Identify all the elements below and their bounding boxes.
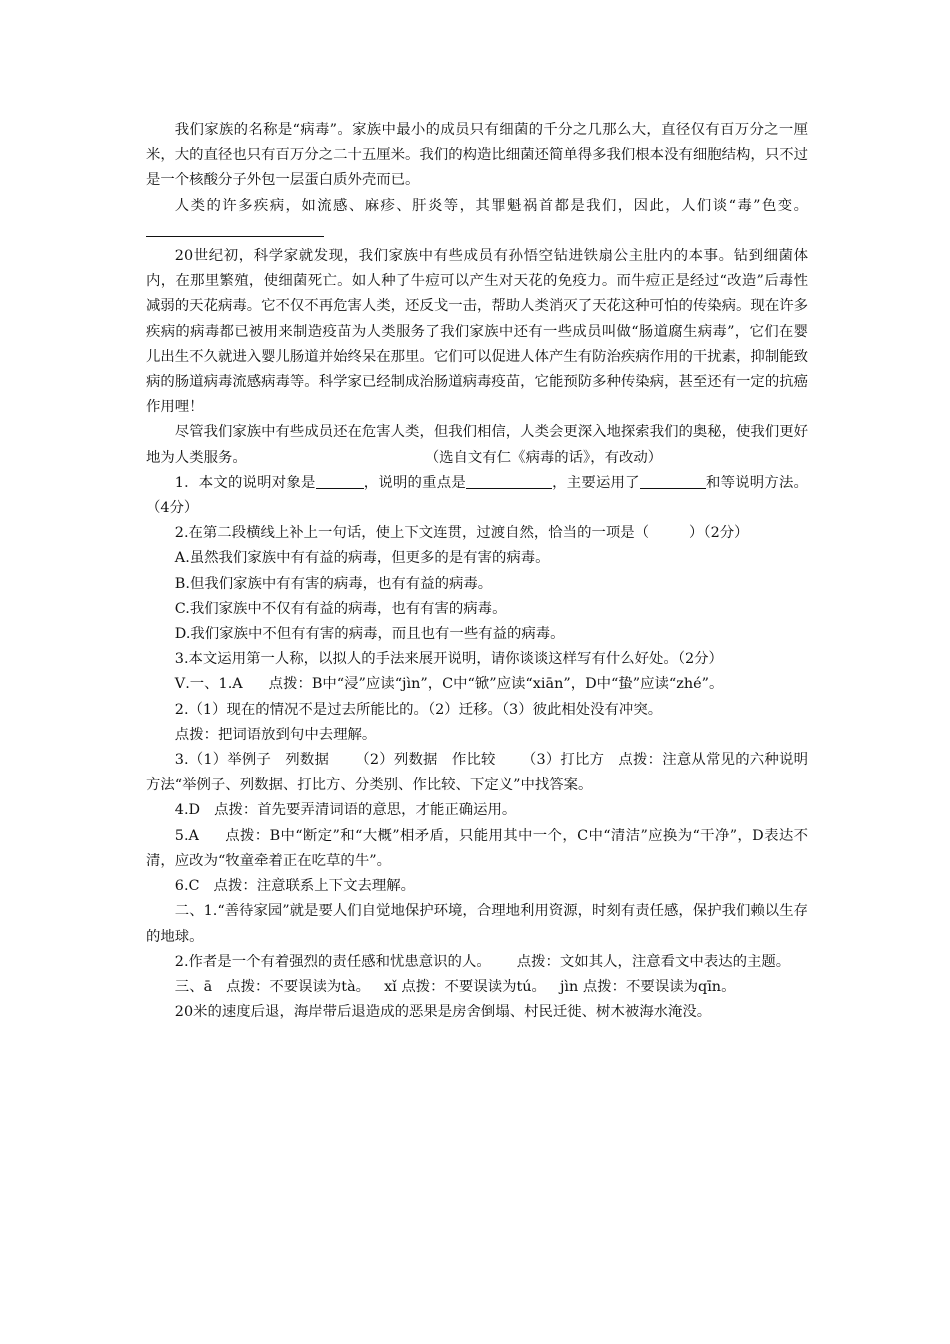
question-1 bbox=[146, 471, 808, 521]
answer-text: 3.（1）举例子 bbox=[174, 752, 272, 769]
answer-note: 点拨：B中“断定”和“大概”相矛盾，只能用其中一个，C中“清洁”应换为“干净”，D表达不清，应改为“牧童牵着正在吃草的牛”。 bbox=[146, 827, 808, 869]
answer-note: 点拨：不要误读为qīn。 bbox=[582, 978, 736, 995]
answer-note: 点拨：文如其人，注意看文中表达的主题。 bbox=[516, 953, 791, 970]
question-2 bbox=[146, 521, 808, 546]
answer-text: 2.作者是一个有着强烈的责任感和忧患意识的人。 bbox=[174, 953, 491, 970]
answer-text: 2.（1）现在的情况不是过去所能比的。（2）迁移。（3）彼此相处没有冲突。 bbox=[174, 701, 663, 718]
answer-note: 点拨：首先要弄清词语的意思，才能正确运用。 bbox=[214, 802, 517, 819]
answer-note: 点拨：B中“浸”应读“jìn”，C中“锨”应读“xiān”，D中“蛰”应读“zhé”。 bbox=[268, 676, 724, 693]
answer-4 bbox=[146, 798, 808, 823]
answer-text: 4.D bbox=[174, 802, 201, 819]
answer-3 bbox=[146, 748, 808, 798]
question-text: 2.在第二段横线上补上一句话，使上下文连贯，过渡自然，恰当的一项是（ bbox=[174, 525, 650, 542]
question-2-option-b bbox=[146, 572, 808, 597]
answer-blank[interactable] bbox=[316, 474, 364, 489]
passage-paragraph-3 bbox=[146, 244, 808, 420]
question-text: 3.本文运用第一人称，以拟人的手法来展开说明，请你谈谈这样写有什么好处。（2分） bbox=[174, 651, 723, 668]
answer-text: 作比较 bbox=[451, 752, 496, 769]
question-2-option-a bbox=[146, 546, 808, 571]
answer-text: （2）列数据 bbox=[355, 752, 438, 769]
answer-note: 点拨：不要误读为tú。 bbox=[401, 978, 546, 995]
answer-text: jìn bbox=[559, 978, 579, 995]
question-text: 和 bbox=[705, 474, 721, 491]
passage-text: 20世纪初，科学家就发现，我们家族中有些成员有孙悟空钻进铁扇公主肚内的本事。钻到细菌体内，在那里繁殖，使细菌死亡。如人种了牛痘可以产生对天花的免疫力。而牛痘正是经过“改造”后毒性减弱的天花病毒。它不仅不再危害人类，还反戈一击，帮助人类消灭了天花这种可怕的传染病。现在许多疾病的病毒都已被用来制造疫苗为人类服务了我们家族中还有一些成员叫做“肠道腐生病毒”，它们在婴儿出生不久就进入婴儿肠道并始终呆在那里。它们可以促进人体产生有防治疾病作用的干扰素，抑制能致病的肠道病毒流感病毒等。科学家已经制成治肠道病毒疫苗，它能预防多种传染病，甚至还有一定的抗癌作用哩！ bbox=[146, 248, 808, 416]
question-text: ，说明的重点是 bbox=[363, 474, 466, 491]
answer-5 bbox=[146, 824, 808, 874]
answer-2 bbox=[146, 698, 808, 723]
answer-section-2-2 bbox=[146, 950, 808, 975]
answer-1 bbox=[146, 672, 808, 697]
answer-section-4 bbox=[146, 1000, 808, 1025]
answer-section-2-1 bbox=[146, 899, 808, 949]
question-text: 1．本文的说明对象是 bbox=[174, 474, 316, 491]
answer-text: 二、1.“善待家园”就是要人们自觉地保护环境，合理地利用资源，时刻有责任感，保护我们赖以生存的地球。 bbox=[146, 903, 808, 945]
answer-text: xǐ bbox=[384, 978, 397, 995]
question-text: ，主要运用了 bbox=[551, 474, 640, 491]
option-text: B.但我们家族中有有害的病毒，也有有益的病毒。 bbox=[174, 575, 493, 592]
passage-paragraph-1 bbox=[146, 118, 808, 194]
answer-blank[interactable] bbox=[640, 474, 706, 489]
answer-section-3 bbox=[146, 975, 808, 1000]
question-2-option-d bbox=[146, 622, 808, 647]
answer-text: Ⅴ.一、1.A bbox=[174, 676, 243, 693]
answer-6 bbox=[146, 874, 808, 899]
answer-note: 点拨：不要误读为tà。 bbox=[226, 978, 371, 995]
passage-text: 尽管我们家族中有些成员还在危害人类，但我们相信，人类会更深入地探索我们的奥秘，使我们更好地为人类服务。 bbox=[146, 424, 808, 466]
answer-text: （3）打比方 bbox=[521, 752, 605, 769]
answer-text: 5.A bbox=[174, 827, 199, 844]
fill-in-blank[interactable] bbox=[146, 222, 324, 237]
option-text: A.虽然我们家族中有有益的病毒，但更多的是有害的病毒。 bbox=[174, 550, 550, 567]
question-2-option-c bbox=[146, 597, 808, 622]
passage-paragraph-4 bbox=[146, 420, 808, 470]
answer-note: 点拨：注意联系上下文去理解。 bbox=[213, 878, 416, 895]
answer-text: 6.C bbox=[174, 878, 200, 895]
answer-2-note bbox=[146, 723, 808, 748]
answer-blank[interactable] bbox=[466, 474, 552, 489]
option-text: C.我们家族中不仅有有益的病毒，也有有害的病毒。 bbox=[174, 600, 507, 617]
question-text: ）（2分） bbox=[689, 525, 749, 542]
source-citation: （选自文有仁《病毒的话》，有改动） bbox=[424, 449, 663, 466]
passage-paragraph-2 bbox=[146, 194, 808, 244]
answer-note: 点拨：注意从常见的六种说明方法“举例子、列数据、打比方、分类别、作比较、下定义”中找答案。 bbox=[146, 752, 808, 794]
passage-text: 我们家族的名称是“病毒”。家族中最小的成员只有细菌的千分之几那么大，直径仅有百万分之一厘米，大的直径也只有百万分之二十五厘米。我们的构造比细菌还简单得多我们根本没有细胞结构，只不过是一个核酸分子外包一层蛋白质外壳而已。 bbox=[146, 122, 808, 189]
answer-text: 三、ā bbox=[174, 978, 213, 995]
question-text: 等说明方法。（4分） bbox=[146, 474, 808, 517]
answer-note: 点拨：把词语放到句中去理解。 bbox=[174, 726, 377, 743]
passage-text: 人类的许多疾病，如流感、麻疹、肝炎等，其罪魁祸首都是我们，因此，人们谈“毒”色变。 bbox=[174, 197, 808, 214]
option-text: D.我们家族中不但有有害的病毒，而且也有一些有益的病毒。 bbox=[174, 626, 565, 643]
answer-text: 列数据 bbox=[285, 752, 330, 769]
answer-text: 20米的速度后退，海岸带后退造成的恶果是房舍倒塌、村民迁徙、树木被海水淹没。 bbox=[174, 1004, 712, 1021]
question-3 bbox=[146, 647, 808, 672]
